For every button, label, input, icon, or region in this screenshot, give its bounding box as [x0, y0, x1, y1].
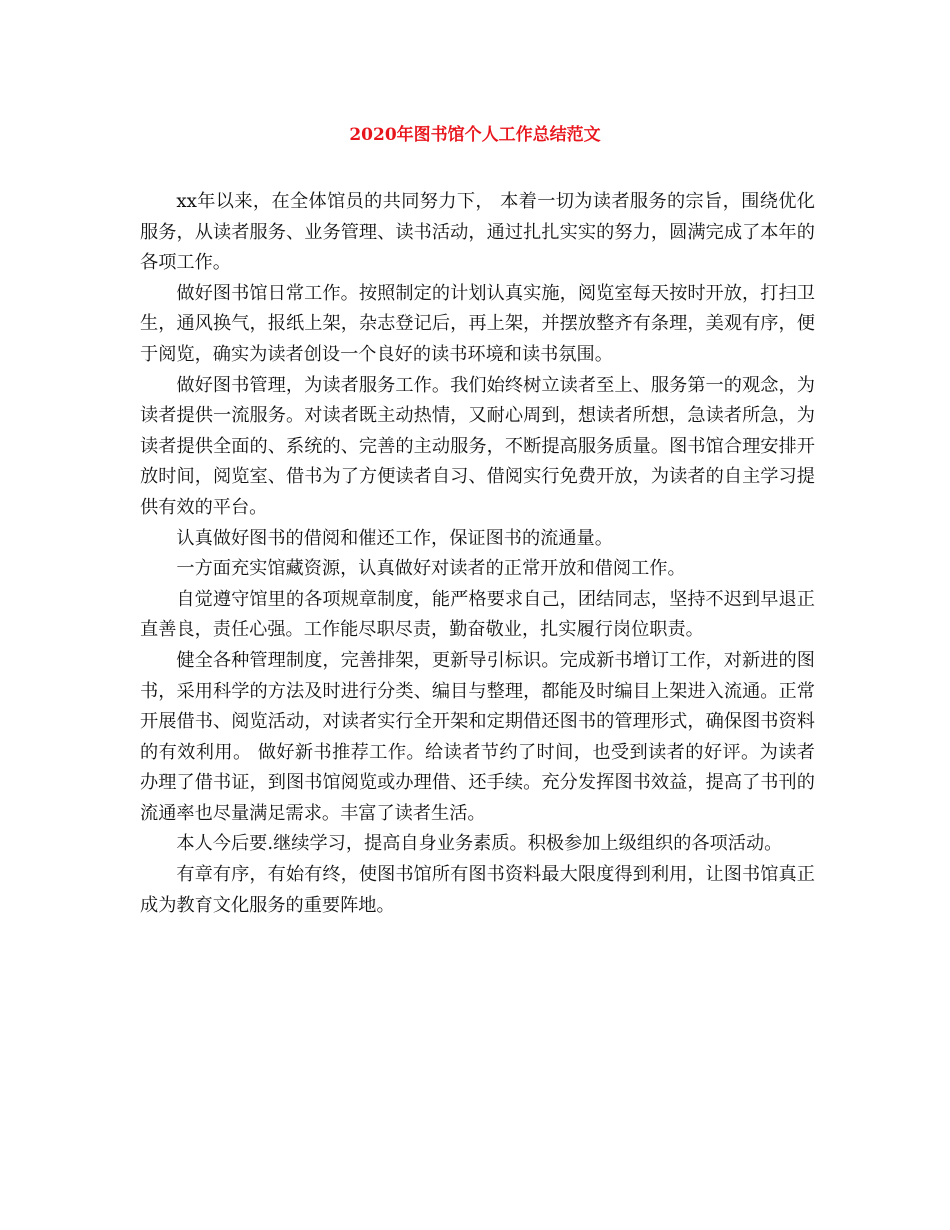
- paragraph-discipline: 自觉遵守馆里的各项规章制度，能严格要求自己，团结同志，坚持不迟到早退正直善良，责任心强。工作能尽职尽责，勤奋敬业，扎实履行岗位职责。: [140, 588, 815, 641]
- document-body: [140, 187, 815, 921]
- paragraph-future-study: 本人今后要.继续学习，提高自身业务素质。积极参加上级组织的各项活动。: [176, 833, 783, 855]
- paragraph-lending: 认真做好图书的借阅和催还工作，保证图书的流通量。: [176, 527, 613, 549]
- paragraph-conclusion: 有章有序，有始有终，使图书馆所有图书资料最大限度得到利用，让图书馆真正成为教育文化服务的重要阵地。: [140, 864, 815, 916]
- paragraph-intro: xx年以来，在全体馆员的共同努力下， 本着一切为读者服务的宗旨，围绕优化服务，从读者服务、业务管理、读书活动，通过扎扎实实的努力，圆满完成了本年的各项工作。: [140, 191, 815, 274]
- paragraph-collection: 一方面充实馆藏资源，认真做好对读者的正常开放和借阅工作。: [176, 558, 686, 580]
- document-title: 2020年图书馆个人工作总结范文: [349, 125, 601, 145]
- paragraph-daily-work: 做好图书馆日常工作。按照制定的计划认真实施，阅览室每天按时开放，打扫卫生，通风换气，报纸上架，杂志登记后，再上架，并摆放整齐有条理，美观有序，便于阅览，确实为读者创设一个良好的读书环境和读书氛围。: [140, 282, 815, 365]
- paragraph-reader-service: 做好图书管理，为读者服务工作。我们始终树立读者至上、服务第一的观念，为读者提供一流服务。对读者既主动热情，又耐心周到，想读者所想，急读者所急，为读者提供全面的、系统的、完善的主动服务，不断提高服务质量。图书馆合理安排开放时间，阅览室、借书为了方便读者自习、借阅实行免费开放，为读者的自主学习提供有效的平台。: [140, 374, 815, 518]
- paragraph-management: 健全各种管理制度，完善排架，更新导引标识。完成新书增订工作，对新进的图书，采用科学的方法及时进行分类、编目与整理，都能及时编目上架进入流通。正常开展借书、阅览活动，对读者实行全开架和定期借还图书的管理形式，确保图书资料的有效利用。 做好新书推荐工作。给读者节约了时间，也受到读者的好评。为读者办理了借书证，到图书馆阅览或办理借、还手续。充分发挥图书效益，提高了书刊的流通率也尽量满足需求。丰富了读者生活。: [140, 649, 815, 824]
